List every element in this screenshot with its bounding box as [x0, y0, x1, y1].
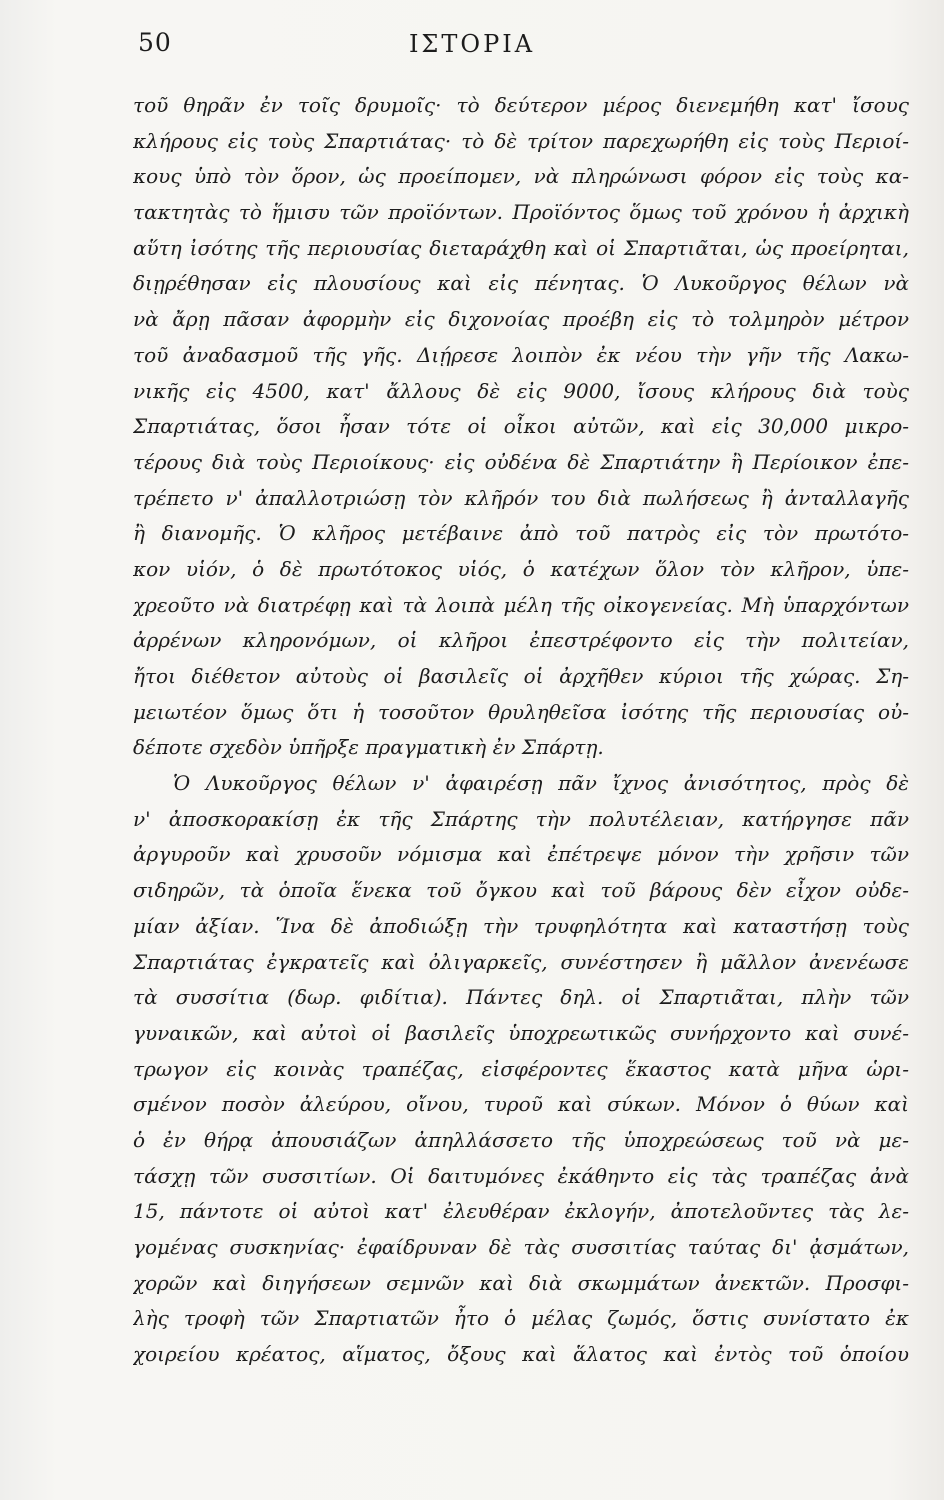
text-line: τακτητὰς τὸ ἥμισυ τῶν προϊόντων. Προϊόντος ὅμως τοῦ χρόνου ἡ ἀρχικὴ	[133, 200, 909, 225]
text-line: νὰ ἄρῃ πᾶσαν ἀφορμὴν εἰς διχονοίας προέβη εἰς τὸ τολμηρὸν μέτρον	[133, 307, 909, 332]
text-line: ἤτοι διέθετον αὐτοὺς οἱ βασιλεῖς οἱ ἀρχῆθεν κύριοι τῆς χώρας. Ση-	[133, 664, 909, 688]
text-line: κον υἱόν, ὁ δὲ πρωτότοκος υἱός, ὁ κατέχων ὅλον τὸν κλῆρον, ὑπε-	[133, 556, 909, 581]
text-line: τέρους διὰ τοὺς Περιοίκους· εἰς οὐδένα δὲ Σπαρτιάτην ἢ Περίοικον ἐπε-	[133, 449, 909, 474]
text-line: τοῦ θηρᾶν ἐν τοῖς δρυμοῖς· τὸ δεύτερον μέρος διενεμήθη κατ' ἴσους	[133, 93, 909, 117]
text-line: χοιρείου κρέατος, αἵματος, ὄξους καὶ ἅλατος καὶ ἐντὸς τοῦ ὁποίου	[133, 1342, 909, 1367]
text-line: τάσχῃ τῶν συσσιτίων. Οἱ δαιτυμόνες ἐκάθηντο εἰς τὰς τραπέζας ἀνὰ	[133, 1163, 909, 1188]
text-line: Σπαρτιάτας ἐγκρατεῖς καὶ ὀλιγαρκεῖς, συνέστησεν ἢ μᾶλλον ἀνενέωσε	[133, 949, 909, 974]
text-line: αὕτη ἰσότης τῆς περιουσίας διεταράχθη καὶ οἱ Σπαρτιᾶται, ὡς προείρηται,	[133, 235, 909, 260]
paragraph	[133, 766, 909, 1373]
text-line: μειωτέον ὅμως ὅτι ἡ τοσοῦτον θρυληθεῖσα ἰσότης τῆς περιουσίας οὐ-	[133, 699, 909, 724]
body-text	[133, 88, 909, 1373]
page-header	[0, 28, 944, 68]
text-line: χορῶν καὶ διηγήσεων σεμνῶν καὶ διὰ σκωμμάτων ἀνεκτῶν. Προσφι-	[133, 1270, 909, 1295]
text-line: νικῆς εἰς 4500, κατ' ἄλλους δὲ εἰς 9000, ἴσους κλήρους διὰ τοὺς	[133, 378, 909, 403]
text-line: τοῦ ἀναδασμοῦ τῆς γῆς. Διῄρεσε λοιπὸν ἐκ νέου τὴν γῆν τῆς Λακω-	[133, 342, 909, 367]
page-number: 50	[138, 28, 172, 57]
text-line: ἀρρένων κληρονόμων, οἱ κλῆροι ἐπεστρέφοντο εἰς τὴν πολιτείαν,	[133, 628, 909, 653]
text-line: ν' ἀποσκορακίσῃ ἐκ τῆς Σπάρτης τὴν πολυτέλειαν, κατήργησε πᾶν	[133, 806, 909, 831]
text-line: ἢ διανομῆς. Ὁ κλῆρος μετέβαινε ἀπὸ τοῦ πατρὸς εἰς τὸν πρωτότο-	[133, 521, 909, 546]
text-line: τρωγον εἰς κοινὰς τραπέζας, εἰσφέροντες ἕκαστος κατὰ μῆνα ὡρι-	[133, 1056, 909, 1081]
text-line: κλήρους εἰς τοὺς Σπαρτιάτας· τὸ δὲ τρίτον παρεχωρήθη εἰς τοὺς Περιοί-	[133, 128, 909, 153]
text-line: τρέπετο ν' ἀπαλλοτριώσῃ τὸν κλῆρόν του διὰ πωλήσεως ἢ ἀνταλλαγῆς	[133, 485, 909, 510]
text-line: 15, πάντοτε οἱ αὐτοὶ κατ' ἐλευθέραν ἐκλογήν, ἀποτελοῦντες τὰς λε-	[133, 1199, 909, 1224]
text-line: δέποτε σχεδὸν ὑπῆρξε πραγματικὴ ἐν Σπάρτῃ.	[133, 735, 604, 760]
text-line: Ὁ Λυκοῦργος θέλων ν' ἀφαιρέσῃ πᾶν ἴχνος ἀνισότητος, πρὸς δὲ	[173, 771, 909, 796]
text-line: Σπαρτιάτας, ὅσοι ἦσαν τότε οἱ οἶκοι αὐτῶν, καὶ εἰς 30,000 μικρο-	[133, 414, 909, 439]
text-line: γυναικῶν, καὶ αὐτοὶ οἱ βασιλεῖς ὑποχρεωτικῶς συνήρχοντο καὶ συνέ-	[133, 1020, 909, 1045]
text-line: ἀργυροῦν καὶ χρυσοῦν νόμισμα καὶ ἐπέτρεψε μόνον τὴν χρῆσιν τῶν	[133, 842, 909, 867]
text-line: τὰ συσσίτια (δωρ. φιδίτια). Πάντες δηλ. οἱ Σπαρτιᾶται, πλὴν τῶν	[133, 985, 909, 1010]
text-line: διῃρέθησαν εἰς πλουσίους καὶ εἰς πένητας. Ὁ Λυκοῦργος θέλων νὰ	[133, 271, 909, 296]
text-line: ὁ ἐν θήρᾳ ἀπουσιάζων ἀπηλλάσσετο τῆς ὑποχρεώσεως τοῦ νὰ με-	[133, 1127, 909, 1152]
text-line: σμένον ποσὸν ἀλεύρου, οἴνου, τυροῦ καὶ σύκων. Μόνον ὁ θύων καὶ	[133, 1092, 909, 1117]
running-title: ΙΣΤΟΡΙΑ	[408, 30, 536, 58]
text-line: μίαν ἀξίαν. Ἵνα δὲ ἀποδιώξῃ τὴν τρυφηλότητα καὶ καταστήσῃ τοὺς	[133, 913, 909, 938]
text-line: σιδηρῶν, τὰ ὁποῖα ἕνεκα τοῦ ὄγκου καὶ τοῦ βάρους δὲν εἶχον οὐδε-	[133, 878, 909, 903]
text-line: κους ὑπὸ τὸν ὅρον, ὡς προείπομεν, νὰ πληρώνωσι φόρον εἰς τοὺς κα-	[133, 164, 909, 189]
text-line: γομένας συσκηνίας· ἐφαίδρυναν δὲ τὰς συσσιτίας ταύτας δι' ᾀσμάτων,	[133, 1235, 909, 1259]
text-line: χρεοῦτο νὰ διατρέφῃ καὶ τὰ λοιπὰ μέλη τῆς οἰκογενείας. Μὴ ὑπαρχόντων	[133, 592, 909, 617]
text-line: λὴς τροφὴ τῶν Σπαρτιατῶν ἦτο ὁ μέλας ζωμός, ὅστις συνίστατο ἐκ	[133, 1306, 909, 1331]
paragraph	[133, 88, 909, 766]
